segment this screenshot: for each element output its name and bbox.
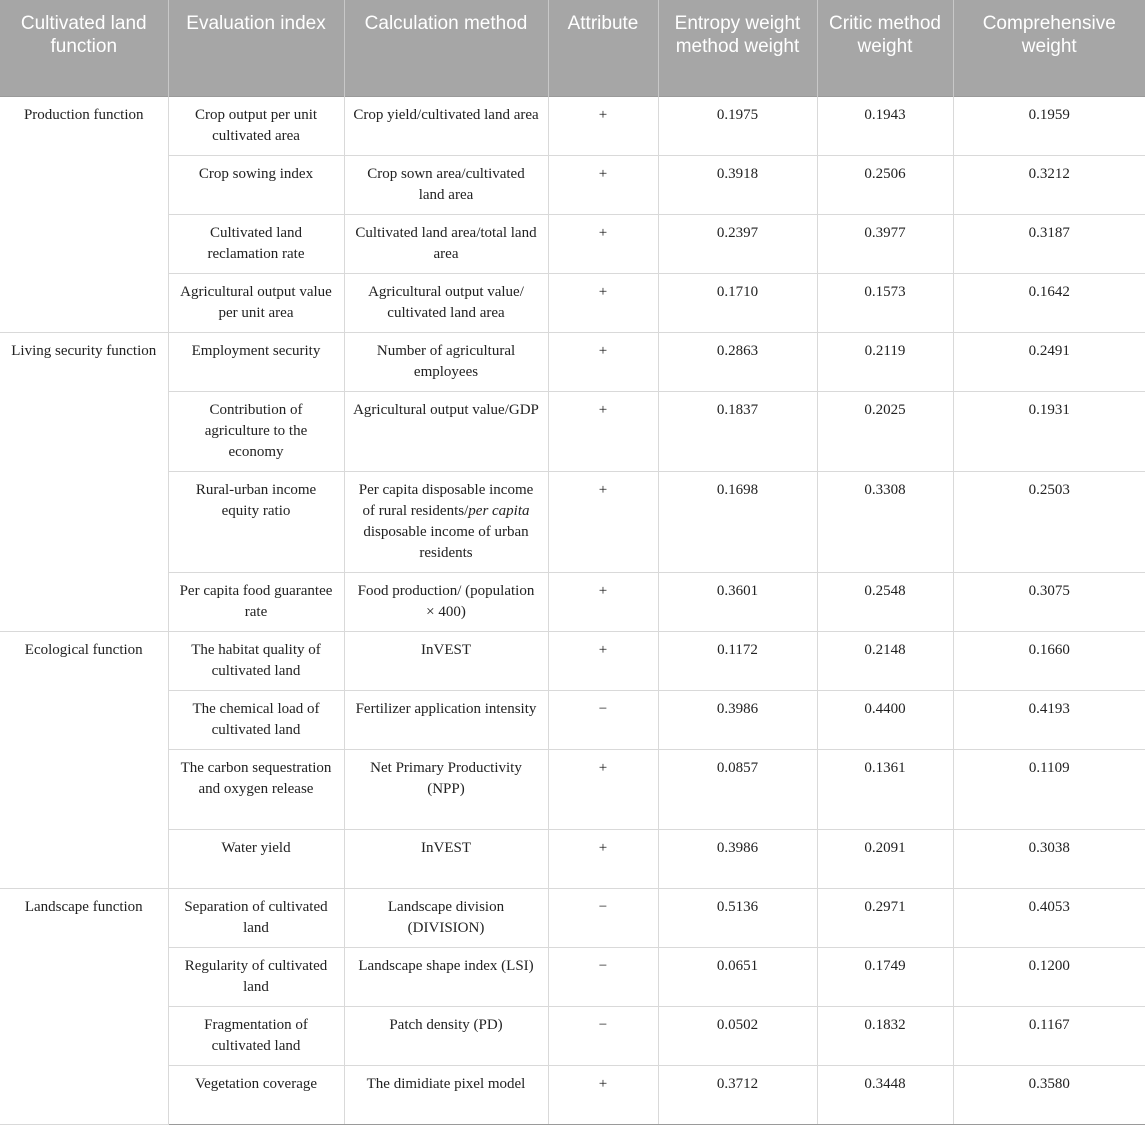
table-row bbox=[0, 96, 1145, 155]
header-entropy-weight: Entropy weight method weight bbox=[658, 0, 817, 96]
index-cell: Employment security bbox=[168, 332, 344, 391]
attribute-cell: − bbox=[548, 690, 658, 749]
critic-cell: 0.3448 bbox=[817, 1065, 953, 1124]
comprehensive-cell: 0.3038 bbox=[953, 829, 1145, 888]
comprehensive-cell: 0.2503 bbox=[953, 471, 1145, 572]
critic-cell: 0.1832 bbox=[817, 1006, 953, 1065]
table-row bbox=[0, 391, 1145, 471]
entropy-cell: 0.0857 bbox=[658, 749, 817, 829]
entropy-cell: 0.1172 bbox=[658, 631, 817, 690]
method-cell: InVEST bbox=[344, 631, 548, 690]
attribute-cell: + bbox=[548, 749, 658, 829]
entropy-cell: 0.2397 bbox=[658, 214, 817, 273]
header-critic-weight: Critic method weight bbox=[817, 0, 953, 96]
comprehensive-cell: 0.1642 bbox=[953, 273, 1145, 332]
entropy-cell: 0.3918 bbox=[658, 155, 817, 214]
method-cell: Landscape shape index (LSI) bbox=[344, 947, 548, 1006]
index-cell: Regularity of cultivated land bbox=[168, 947, 344, 1006]
comprehensive-cell: 0.1200 bbox=[953, 947, 1145, 1006]
table-row bbox=[0, 829, 1145, 888]
method-cell: Patch density (PD) bbox=[344, 1006, 548, 1065]
entropy-cell: 0.3601 bbox=[658, 572, 817, 631]
header-evaluation-index: Evaluation index bbox=[168, 0, 344, 96]
comprehensive-cell: 0.3187 bbox=[953, 214, 1145, 273]
critic-cell: 0.2091 bbox=[817, 829, 953, 888]
header-cultivated-land-function: Cultivated land function bbox=[0, 0, 168, 96]
index-cell: The habitat quality of cultivated land bbox=[168, 631, 344, 690]
table-row bbox=[0, 471, 1145, 572]
attribute-cell: − bbox=[548, 888, 658, 947]
entropy-cell: 0.3986 bbox=[658, 829, 817, 888]
attribute-cell: + bbox=[548, 391, 658, 471]
method-cell: Landscape division (DIVISION) bbox=[344, 888, 548, 947]
method-cell: Crop yield/cultivated land area bbox=[344, 96, 548, 155]
entropy-cell: 0.3986 bbox=[658, 690, 817, 749]
index-cell: The chemical load of cultivated land bbox=[168, 690, 344, 749]
critic-cell: 0.2506 bbox=[817, 155, 953, 214]
comprehensive-cell: 0.1931 bbox=[953, 391, 1145, 471]
method-cell: Fertilizer application intensity bbox=[344, 690, 548, 749]
index-cell: Rural-urban income equity ratio bbox=[168, 471, 344, 572]
entropy-cell: 0.1710 bbox=[658, 273, 817, 332]
table-row bbox=[0, 749, 1145, 829]
entropy-cell: 0.5136 bbox=[658, 888, 817, 947]
table-row bbox=[0, 1006, 1145, 1065]
entropy-cell: 0.0651 bbox=[658, 947, 817, 1006]
method-cell: The dimidiate pixel model bbox=[344, 1065, 548, 1124]
critic-cell: 0.3977 bbox=[817, 214, 953, 273]
critic-cell: 0.2971 bbox=[817, 888, 953, 947]
method-cell bbox=[344, 471, 548, 572]
table-row bbox=[0, 273, 1145, 332]
comprehensive-cell: 0.4053 bbox=[953, 888, 1145, 947]
index-cell: Water yield bbox=[168, 829, 344, 888]
entropy-cell: 0.0502 bbox=[658, 1006, 817, 1065]
critic-cell: 0.2119 bbox=[817, 332, 953, 391]
comprehensive-cell: 0.4193 bbox=[953, 690, 1145, 749]
entropy-cell: 0.3712 bbox=[658, 1065, 817, 1124]
header-row bbox=[0, 0, 1145, 96]
method-text-italic: per capita bbox=[468, 502, 530, 519]
table-row bbox=[0, 1065, 1145, 1124]
method-cell: Agricultural output value/ cultivated land area bbox=[344, 273, 548, 332]
method-text-c: disposable income of urban residents bbox=[363, 523, 529, 561]
index-cell: Crop output per unit cultivated area bbox=[168, 96, 344, 155]
function-cell: Ecological function bbox=[0, 631, 168, 888]
comprehensive-cell: 0.3075 bbox=[953, 572, 1145, 631]
header-comprehensive-weight: Comprehensive weight bbox=[953, 0, 1145, 96]
function-cell: Production function bbox=[0, 96, 168, 332]
index-cell: The carbon sequestration and oxygen release bbox=[168, 749, 344, 829]
method-cell: Cultivated land area/total land area bbox=[344, 214, 548, 273]
critic-cell: 0.1573 bbox=[817, 273, 953, 332]
critic-cell: 0.2025 bbox=[817, 391, 953, 471]
index-cell: Fragmentation of cultivated land bbox=[168, 1006, 344, 1065]
attribute-cell: + bbox=[548, 829, 658, 888]
table-row bbox=[0, 888, 1145, 947]
comprehensive-cell: 0.1109 bbox=[953, 749, 1145, 829]
critic-cell: 0.4400 bbox=[817, 690, 953, 749]
critic-cell: 0.3308 bbox=[817, 471, 953, 572]
table-row bbox=[0, 155, 1145, 214]
critic-cell: 0.2148 bbox=[817, 631, 953, 690]
method-cell: Net Primary Productivity (NPP) bbox=[344, 749, 548, 829]
method-text-a: Per capita disposable income of rural residents/ bbox=[358, 481, 534, 519]
attribute-cell: + bbox=[548, 155, 658, 214]
index-cell: Vegetation coverage bbox=[168, 1065, 344, 1124]
index-cell: Contribution of agriculture to the economy bbox=[168, 391, 344, 471]
index-cell: Per capita food guarantee rate bbox=[168, 572, 344, 631]
header-attribute: Attribute bbox=[548, 0, 658, 96]
attribute-cell: + bbox=[548, 332, 658, 391]
attribute-cell: + bbox=[548, 1065, 658, 1124]
table-row bbox=[0, 332, 1145, 391]
method-cell: Food production/ (population × 400) bbox=[344, 572, 548, 631]
attribute-cell: + bbox=[548, 214, 658, 273]
critic-cell: 0.2548 bbox=[817, 572, 953, 631]
critic-cell: 0.1943 bbox=[817, 96, 953, 155]
function-cell: Landscape function bbox=[0, 888, 168, 1124]
comprehensive-cell: 0.1959 bbox=[953, 96, 1145, 155]
table-row bbox=[0, 572, 1145, 631]
attribute-cell: − bbox=[548, 1006, 658, 1065]
critic-cell: 0.1361 bbox=[817, 749, 953, 829]
critic-cell: 0.1749 bbox=[817, 947, 953, 1006]
index-cell: Separation of cultivated land bbox=[168, 888, 344, 947]
method-cell: Crop sown area/cultivated land area bbox=[344, 155, 548, 214]
entropy-cell: 0.1698 bbox=[658, 471, 817, 572]
comprehensive-cell: 0.2491 bbox=[953, 332, 1145, 391]
table-row bbox=[0, 690, 1145, 749]
entropy-cell: 0.2863 bbox=[658, 332, 817, 391]
attribute-cell: + bbox=[548, 273, 658, 332]
comprehensive-cell: 0.3212 bbox=[953, 155, 1145, 214]
table-row bbox=[0, 631, 1145, 690]
index-cell: Cultivated land reclamation rate bbox=[168, 214, 344, 273]
comprehensive-cell: 0.1660 bbox=[953, 631, 1145, 690]
table-row bbox=[0, 214, 1145, 273]
index-cell: Crop sowing index bbox=[168, 155, 344, 214]
attribute-cell: + bbox=[548, 96, 658, 155]
attribute-cell: − bbox=[548, 947, 658, 1006]
attribute-cell: + bbox=[548, 572, 658, 631]
entropy-cell: 0.1975 bbox=[658, 96, 817, 155]
method-cell: Agricultural output value/GDP bbox=[344, 391, 548, 471]
comprehensive-cell: 0.1167 bbox=[953, 1006, 1145, 1065]
table-row bbox=[0, 947, 1145, 1006]
attribute-cell: + bbox=[548, 471, 658, 572]
method-cell: Number of agricultural employees bbox=[344, 332, 548, 391]
comprehensive-cell: 0.3580 bbox=[953, 1065, 1145, 1124]
entropy-cell: 0.1837 bbox=[658, 391, 817, 471]
index-cell: Agricultural output value per unit area bbox=[168, 273, 344, 332]
method-cell: InVEST bbox=[344, 829, 548, 888]
header-calculation-method: Calculation method bbox=[344, 0, 548, 96]
function-cell: Living security function bbox=[0, 332, 168, 631]
attribute-cell: + bbox=[548, 631, 658, 690]
